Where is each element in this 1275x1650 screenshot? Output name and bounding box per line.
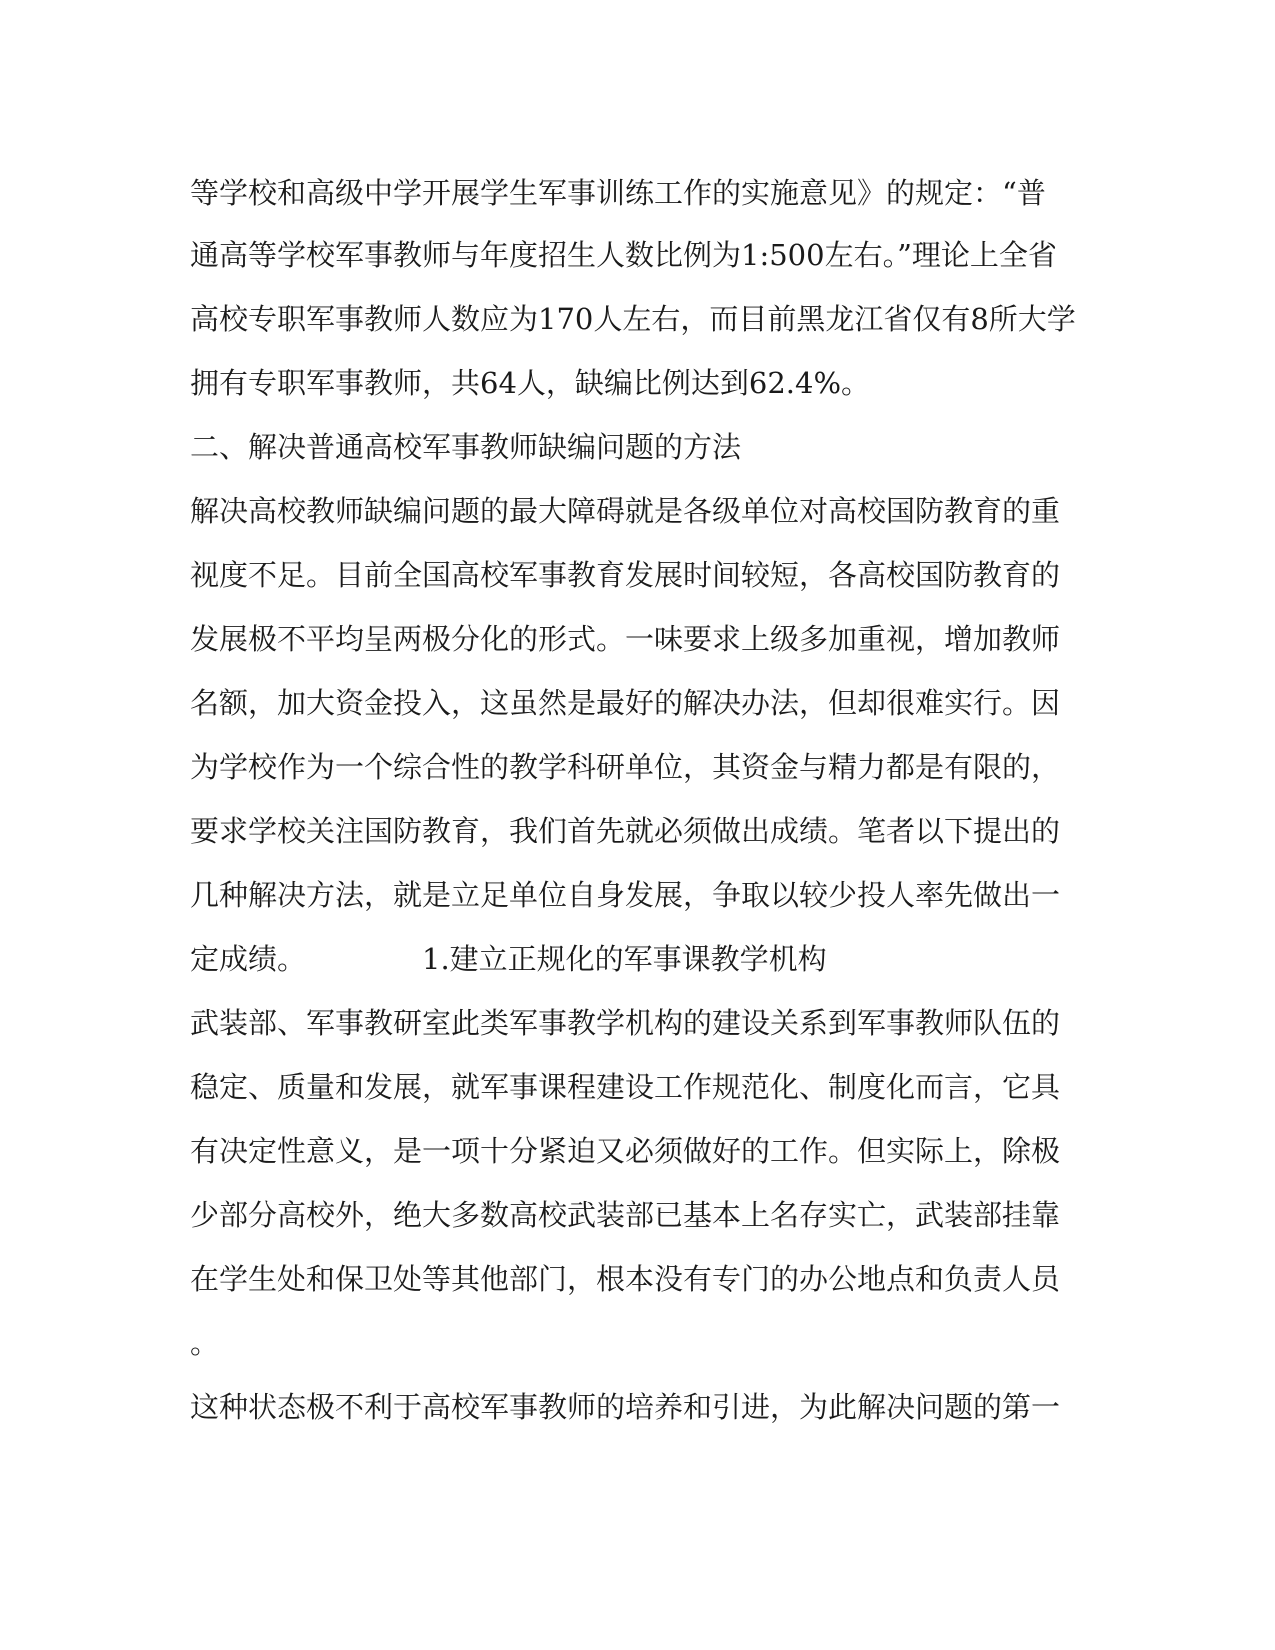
text-line: 解决高校教师缺编问题的最大障碍就是各级单位对高校国防教育的重: [190, 494, 1061, 528]
text-line: 几种解决方法，就是立足单位自身发展，争取以较少投人率先做出一: [190, 878, 1061, 912]
text-line-with-subheading: [190, 942, 827, 976]
section-heading: 二、解决普通高校军事教师缺编问题的方法: [190, 430, 742, 464]
text-line: 名额，加大资金投入，这虽然是最好的解决办法，但却很难实行。因: [190, 686, 1061, 720]
text-line: 拥有专职军事教师，共64人，缺编比例达到62.4%。: [190, 366, 871, 400]
text-line: 在学生处和保卫处等其他部门，根本没有专门的办公地点和负责人员: [190, 1262, 1061, 1296]
text-line: 为学校作为一个综合性的教学科研单位，其资金与精力都是有限的，: [190, 750, 1061, 784]
text-line: 稳定、质量和发展，就军事课程建设工作规范化、制度化而言，它具: [190, 1070, 1061, 1104]
text-line: 等学校和高级中学开展学生军事训练工作的实施意见》的规定：“普: [190, 176, 1046, 210]
text-line: 视度不足。目前全国高校军事教育发展时间较短，各高校国防教育的: [190, 558, 1061, 592]
text-line: 发展极不平均呈两极分化的形式。一味要求上级多加重视，增加教师: [190, 622, 1061, 656]
text-line: 高校专职军事教师人数应为170人左右，而目前黑龙江省仅有8所大学: [190, 302, 1076, 336]
text-line: 少部分高校外，绝大多数高校武装部已基本上名存实亡，武装部挂靠: [190, 1198, 1061, 1232]
subheading: 1.建立正规化的军事课教学机构: [422, 942, 827, 976]
text-line: 通高等学校军事教师与年度招生人数比例为1:500左右。”理论上全省: [190, 238, 1057, 272]
text-segment: 定成绩。: [190, 942, 307, 976]
text-line: 武装部、军事教研室此类军事教学机构的建设关系到军事教师队伍的: [190, 1006, 1061, 1040]
text-line: 这种状态极不利于高校军事教师的培养和引进，为此解决问题的第一: [190, 1390, 1061, 1424]
text-line: 要求学校关注国防教育，我们首先就必须做出成绩。笔者以下提出的: [190, 814, 1061, 848]
text-line: 有决定性意义，是一项十分紧迫又必须做好的工作。但实际上，除极: [190, 1134, 1061, 1168]
text-line: 。: [190, 1326, 220, 1360]
